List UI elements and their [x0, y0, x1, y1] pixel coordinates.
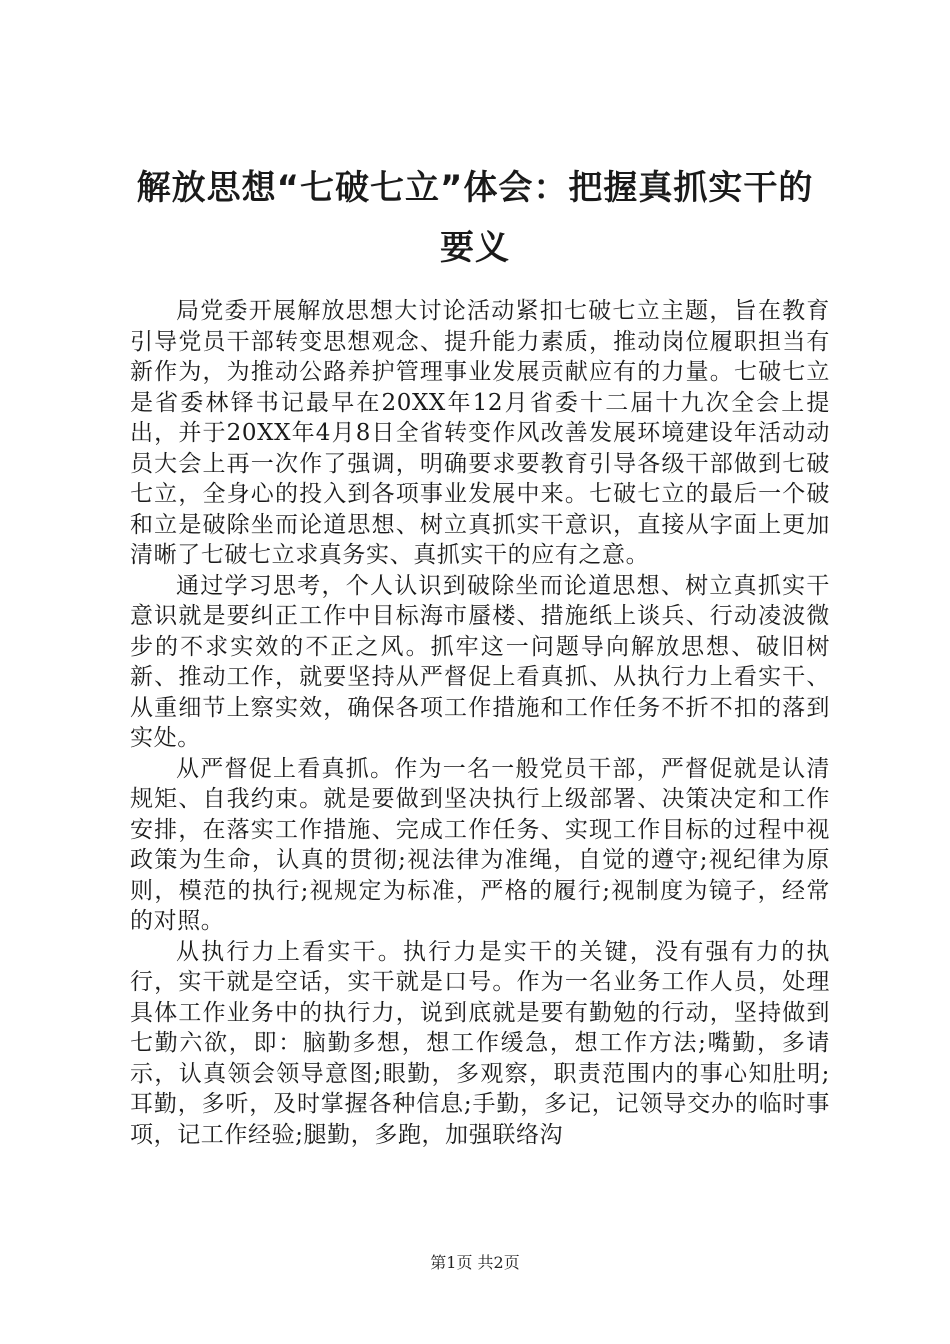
document-title-line-2: 要义	[440, 228, 510, 268]
document-body	[130, 296, 830, 1150]
paragraph: 通过学习思考，个人认识到破除坐而论道思想、树立真抓实干意识就是要纠正工作中目标海市蜃楼、措施纸上谈兵、行动凌波微步的不求实效的不正之风。抓牢这一问题导向解放思想、破旧树新、推动工作，就要坚持从严督促上看真抓、从执行力上看实干、从重细节上察实效，确保各项工作措施和工作任务不折不扣的落到实处。	[130, 572, 830, 751]
paragraph: 从严督促上看真抓。作为一名一般党员干部，严督促就是认清规矩、自我约束。就是要做到坚决执行上级部署、决策决定和工作安排，在落实工作措施、完成工作任务、实现工作目标的过程中视政策为生命，认真的贯彻;视法律为准绳，自觉的遵守;视纪律为原则，模范的执行;视规定为标准，严格的履行;视制度为镜子，经常的对照。	[130, 755, 830, 934]
page-footer: 第1页 共2页	[430, 1253, 520, 1272]
document-title-line-1: 解放思想“七破七立”体会：把握真抓实干的	[136, 168, 814, 208]
paragraph: 从执行力上看实干。执行力是实干的关键，没有强有力的执行，实干就是空话，实干就是口号。作为一名业务工作人员，处理具体工作业务中的执行力，说到底就是要有勤勉的行动，坚持做到七勤六欲，即：脑勤多想，想工作缓急，想工作方法;嘴勤，多请示，认真领会领导意图;眼勤，多观察，职责范围内的事心知肚明;耳勤，多听，及时掌握各种信息;手勤，多记，记领导交办的临时事项，记工作经验;腿勤，多跑，加强联络沟	[130, 938, 830, 1148]
paragraph: 局党委开展解放思想大讨论活动紧扣七破七立主题，旨在教育引导党员干部转变思想观念、提升能力素质，推动岗位履职担当有新作为，为推动公路养护管理事业发展贡献应有的力量。七破七立是省委林铎书记最早在20XX年12月省委十二届十九次全会上提出，并于20XX年4月8日全省转变作风改善发展环境建设年活动动员大会上再一次作了强调，明确要求要教育引导各级干部做到七破七立，全身心的投入到各项事业发展中来。七破七立的最后一个破和立是破除坐而论道思想、树立真抓实干意识，直接从字面上更加清晰了七破七立求真务实、真抓实干的应有之意。	[130, 298, 830, 568]
